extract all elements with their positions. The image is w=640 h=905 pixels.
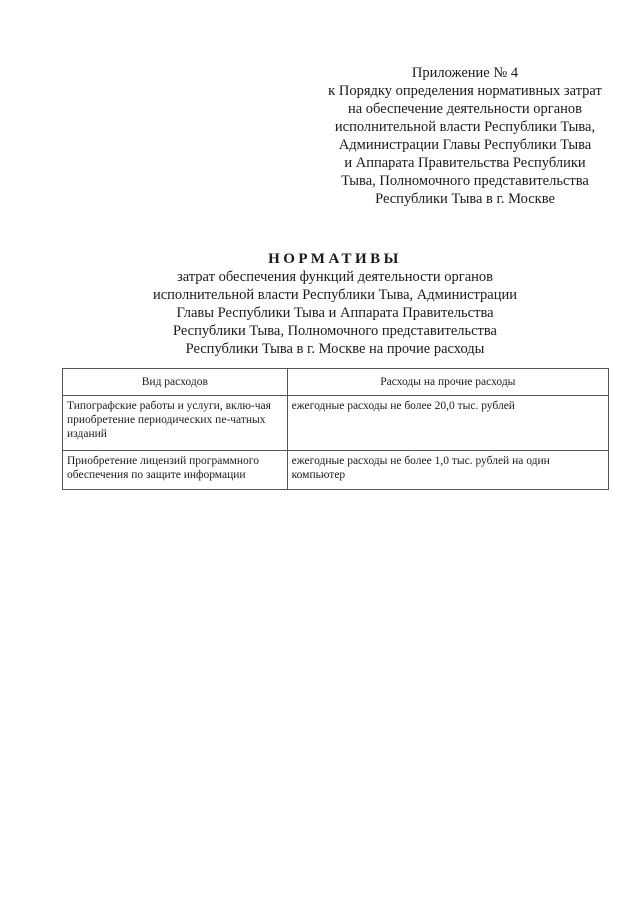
subtitle-line: затрат обеспечения функций деятельности органов (177, 269, 493, 285)
appendix-line: на обеспечение деятельности органов (347, 101, 582, 117)
table-row (63, 451, 609, 490)
norms-table (62, 368, 609, 490)
table-header-row (63, 369, 609, 396)
appendix-line: и Аппарата Правительства Республики (344, 155, 586, 171)
appendix-line: Приложение № 4 (411, 65, 519, 81)
appendix-line: Тыва, Полномочного представительства (341, 173, 589, 189)
column-header-expense-amount: Расходы на прочие расходы (287, 369, 608, 396)
appendix-line: Администрации Главы Республики Тыва (338, 137, 592, 153)
document-title: НОРМАТИВЫ (268, 251, 402, 267)
title-block (100, 250, 570, 358)
expense-type-cell: Приобретение лицензий программного обеспечения по защите информации (63, 451, 288, 490)
subtitle-line: Республики Тыва, Полномочного представительства (172, 323, 497, 339)
subtitle-line: Республики Тыва в г. Москве на прочие расходы (185, 341, 485, 357)
column-header-expense-type: Вид расходов (63, 369, 288, 396)
expense-amount-cell: ежегодные расходы не более 1,0 тыс. рублей на один компьютер (287, 451, 608, 490)
subtitle-line: Главы Республики Тыва и Аппарата Правительства (176, 305, 494, 321)
document-subtitle (100, 268, 570, 358)
appendix-line: к Порядку определения нормативных затрат (328, 83, 602, 99)
appendix-line: исполнительной власти Республики Тыва, (334, 119, 596, 135)
expense-type-cell: Типографские работы и услуги, вклю-чая приобретение периодических пе-чатных изданий (63, 396, 288, 451)
subtitle-line: исполнительной власти Республики Тыва, Администрации (152, 287, 518, 303)
appendix-header (300, 64, 630, 208)
expense-amount-cell: ежегодные расходы не более 20,0 тыс. рублей (287, 396, 608, 451)
appendix-line: Республики Тыва в г. Москве (375, 191, 555, 207)
table-row (63, 396, 609, 451)
